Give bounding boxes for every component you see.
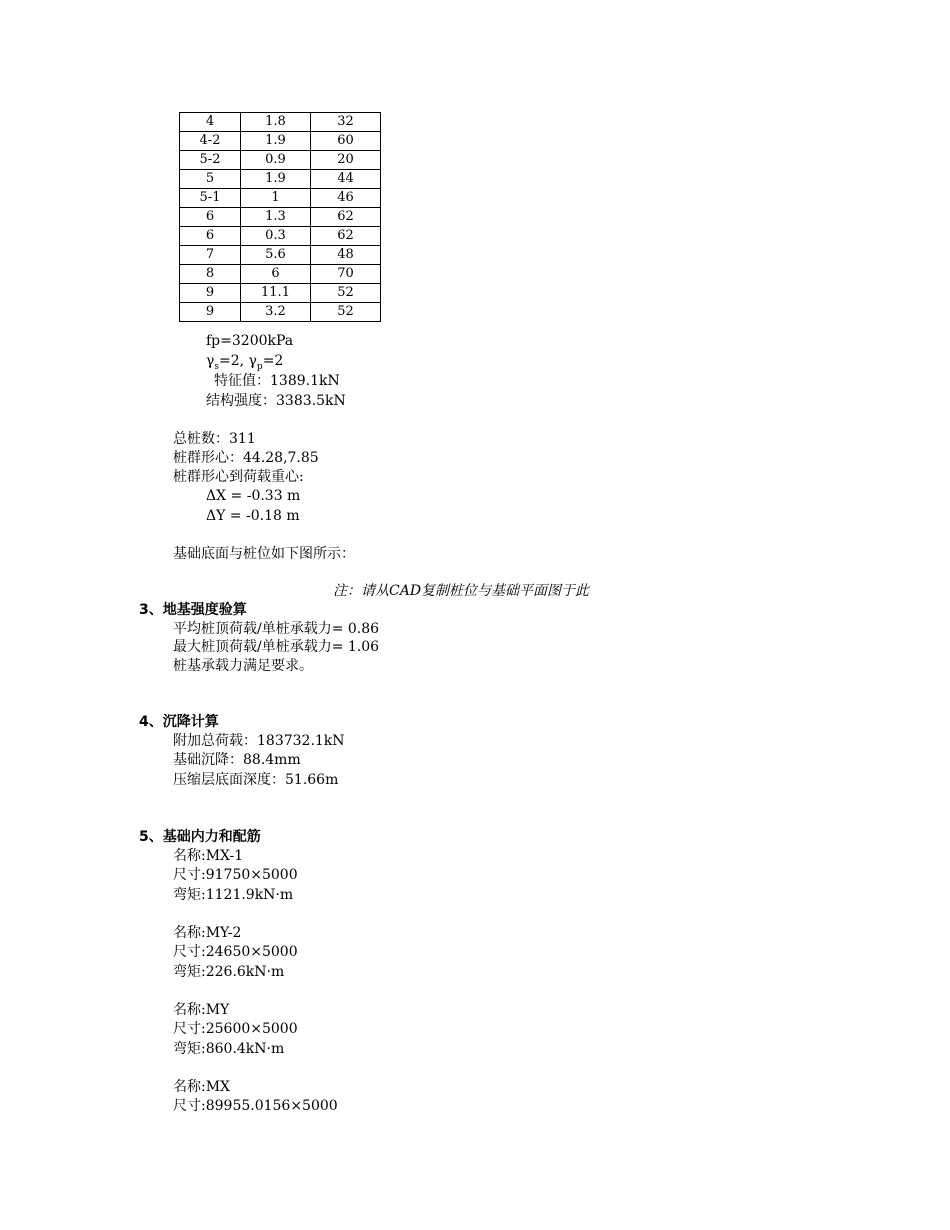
total-piles: 总桩数：311 — [173, 431, 256, 447]
section-3-heading: 3、地基强度验算 — [139, 602, 247, 618]
table-cell-layer: 7 — [180, 246, 241, 265]
centroid-to-load: 桩群形心到荷载重心: — [173, 469, 304, 485]
member-name: 名称:MY — [173, 1002, 230, 1018]
member-size: 尺寸:91750×5000 — [173, 867, 298, 883]
member-moment: 弯矩:1121.9kN·m — [173, 887, 294, 903]
delta-y: ΔY = -0.18 m — [206, 508, 300, 524]
table-cell-layer: 5 — [180, 170, 241, 189]
table-row — [180, 151, 381, 170]
table-row — [180, 246, 381, 265]
table-cell-thickness: 1.3 — [241, 208, 311, 227]
table-cell-qsk: 52 — [311, 284, 381, 303]
table-cell-qsk: 32 — [311, 113, 381, 132]
max-load-ratio: 最大桩顶荷载/单桩承载力= 1.06 — [173, 639, 380, 655]
member-name: 名称:MX-1 — [173, 848, 244, 864]
table-row — [180, 189, 381, 208]
member-size: 尺寸:24650×5000 — [173, 944, 298, 960]
avg-load-ratio: 平均桩顶荷载/单桩承载力= 0.86 — [173, 621, 380, 637]
table-cell-thickness: 5.6 — [241, 246, 311, 265]
table-row — [180, 303, 381, 322]
table-cell-layer: 6 — [180, 227, 241, 246]
section-4-heading: 4、沉降计算 — [139, 714, 219, 730]
table-row — [180, 170, 381, 189]
structural-strength: 结构强度：3383.5kN — [206, 393, 346, 409]
table-cell-layer: 4-2 — [180, 132, 241, 151]
partial-factors: $\gamma_s=2$, $\gamma_p=2$ — [206, 353, 284, 372]
table-cell-layer: 9 — [180, 303, 241, 322]
group-centroid: 桩群形心：44.28,7.85 — [173, 450, 319, 466]
table-cell-qsk: 60 — [311, 132, 381, 151]
member-name: 名称:MX — [173, 1079, 231, 1095]
table-cell-layer: 5-1 — [180, 189, 241, 208]
table-cell-thickness: 11.1 — [241, 284, 311, 303]
table-cell-thickness: 0.3 — [241, 227, 311, 246]
section-5-heading: 5、基础内力和配筋 — [139, 829, 261, 845]
table-cell-thickness: 1 — [241, 189, 311, 208]
capacity-ok: 桩基承载力满足要求。 — [173, 658, 313, 674]
pile-fp: fp=3200kPa — [206, 333, 294, 349]
soil-layer-table — [179, 112, 381, 322]
table-cell-qsk: 20 — [311, 151, 381, 170]
member-moment: 弯矩:226.6kN·m — [173, 964, 285, 980]
member-name: 名称:MY-2 — [173, 925, 242, 941]
table-cell-qsk: 52 — [311, 303, 381, 322]
table-row — [180, 132, 381, 151]
table-cell-qsk: 62 — [311, 227, 381, 246]
table-cell-thickness: 0.9 — [241, 151, 311, 170]
table-cell-qsk: 46 — [311, 189, 381, 208]
table-row — [180, 265, 381, 284]
member-size: 尺寸:25600×5000 — [173, 1021, 298, 1037]
table-cell-qsk: 44 — [311, 170, 381, 189]
foundation-settlement: 基础沉降：88.4mm — [173, 752, 301, 768]
table-cell-thickness: 6 — [241, 265, 311, 284]
additional-load: 附加总荷载：183732.1kN — [173, 733, 345, 749]
table-cell-layer: 5-2 — [180, 151, 241, 170]
table-cell-thickness: 1.9 — [241, 132, 311, 151]
table-cell-layer: 4 — [180, 113, 241, 132]
delta-x: ΔX = -0.33 m — [206, 488, 301, 504]
member-size: 尺寸:89955.0156×5000 — [173, 1098, 338, 1114]
table-cell-layer: 8 — [180, 265, 241, 284]
table-cell-layer: 6 — [180, 208, 241, 227]
table-cell-thickness: 1.8 — [241, 113, 311, 132]
compression-depth: 压缩层底面深度：51.66m — [173, 772, 339, 788]
table-cell-thickness: 1.9 — [241, 170, 311, 189]
table-row — [180, 113, 381, 132]
figure-intro: 基础底面与桩位如下图所示： — [173, 546, 355, 562]
table-row — [180, 208, 381, 227]
table-cell-layer: 9 — [180, 284, 241, 303]
table-row — [180, 227, 381, 246]
table-row — [180, 284, 381, 303]
table-cell-qsk: 48 — [311, 246, 381, 265]
cad-note: 注：请从CAD复制桩位与基础平面图于此 — [333, 583, 590, 599]
table-cell-qsk: 62 — [311, 208, 381, 227]
characteristic-value: 特征值：1389.1kN — [214, 373, 340, 389]
table-cell-thickness: 3.2 — [241, 303, 311, 322]
table-cell-qsk: 70 — [311, 265, 381, 284]
member-moment: 弯矩:860.4kN·m — [173, 1041, 285, 1057]
